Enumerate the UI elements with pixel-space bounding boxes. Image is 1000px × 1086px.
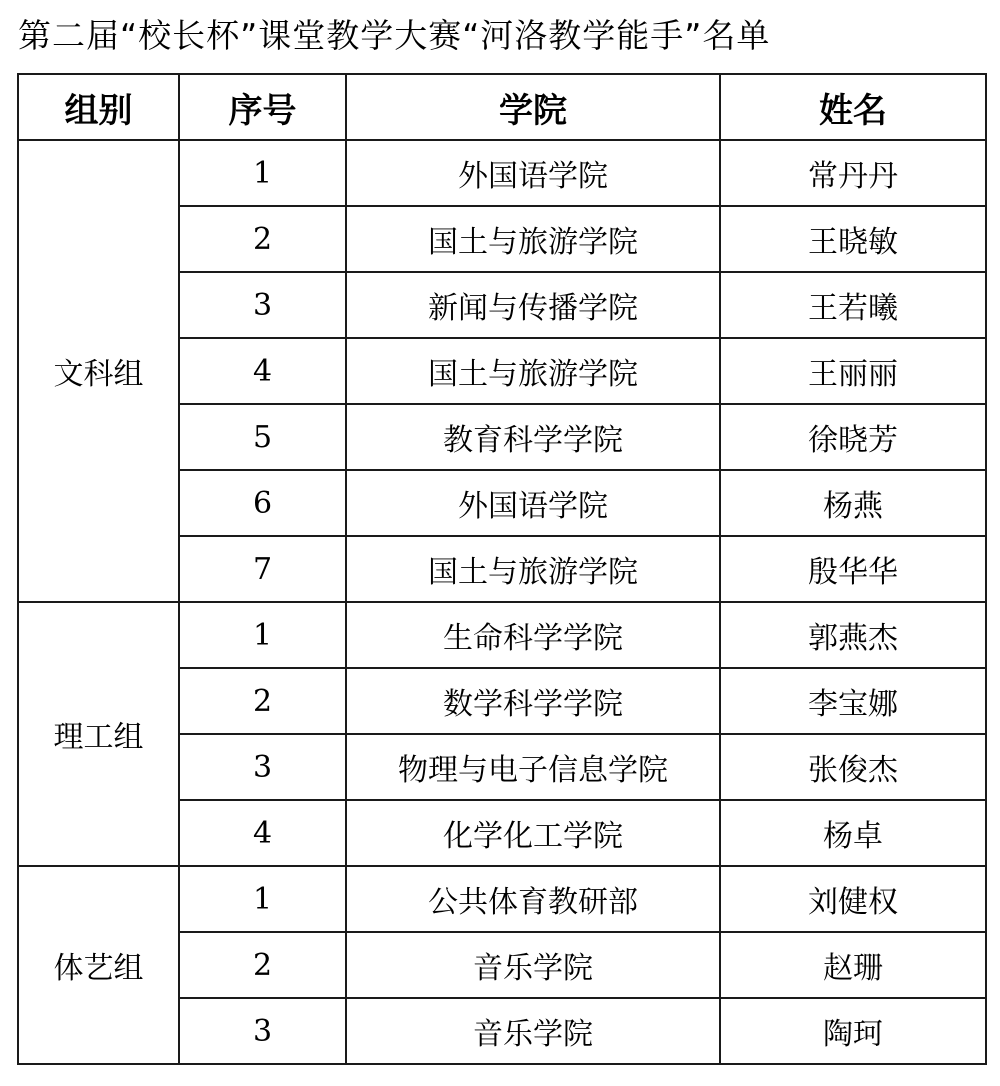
table-row	[18, 866, 986, 932]
seq-cell: 3	[179, 734, 346, 800]
college-cell: 教育科学学院	[346, 404, 720, 470]
seq-cell: 6	[179, 470, 346, 536]
header-seq: 序号	[179, 74, 346, 140]
college-cell: 外国语学院	[346, 470, 720, 536]
table-row	[18, 602, 986, 668]
seq-cell: 3	[179, 998, 346, 1064]
name-cell: 徐晓芳	[720, 404, 986, 470]
college-cell: 国土与旅游学院	[346, 338, 720, 404]
name-cell: 刘健权	[720, 866, 986, 932]
name-cell: 殷华华	[720, 536, 986, 602]
table-body	[18, 140, 986, 1064]
seq-cell: 2	[179, 668, 346, 734]
group-cell: 文科组	[18, 140, 179, 602]
name-cell: 陶珂	[720, 998, 986, 1064]
name-cell: 王丽丽	[720, 338, 986, 404]
college-cell: 音乐学院	[346, 932, 720, 998]
college-cell: 物理与电子信息学院	[346, 734, 720, 800]
group-cell: 体艺组	[18, 866, 179, 1064]
name-cell: 王若曦	[720, 272, 986, 338]
college-cell: 音乐学院	[346, 998, 720, 1064]
document-title: 第二届“校长杯”课堂教学大赛“河洛教学能手”名单	[18, 16, 771, 55]
name-cell: 杨卓	[720, 800, 986, 866]
name-cell: 李宝娜	[720, 668, 986, 734]
name-cell: 常丹丹	[720, 140, 986, 206]
seq-cell: 1	[179, 140, 346, 206]
seq-cell: 2	[179, 206, 346, 272]
seq-cell: 3	[179, 272, 346, 338]
name-cell: 杨燕	[720, 470, 986, 536]
name-cell: 张俊杰	[720, 734, 986, 800]
header-name: 姓名	[720, 74, 986, 140]
table-row	[18, 140, 986, 206]
college-cell: 公共体育教研部	[346, 866, 720, 932]
name-cell: 郭燕杰	[720, 602, 986, 668]
college-cell: 国土与旅游学院	[346, 206, 720, 272]
college-cell: 化学化工学院	[346, 800, 720, 866]
group-cell: 理工组	[18, 602, 179, 866]
seq-cell: 7	[179, 536, 346, 602]
header-college: 学院	[346, 74, 720, 140]
table-header-row	[18, 74, 986, 140]
college-cell: 外国语学院	[346, 140, 720, 206]
seq-cell: 2	[179, 932, 346, 998]
seq-cell: 1	[179, 602, 346, 668]
college-cell: 生命科学学院	[346, 602, 720, 668]
college-cell: 数学科学学院	[346, 668, 720, 734]
name-cell: 王晓敏	[720, 206, 986, 272]
name-cell: 赵珊	[720, 932, 986, 998]
winners-table	[17, 73, 987, 1065]
college-cell: 新闻与传播学院	[346, 272, 720, 338]
seq-cell: 1	[179, 866, 346, 932]
header-group: 组别	[18, 74, 179, 140]
seq-cell: 5	[179, 404, 346, 470]
seq-cell: 4	[179, 338, 346, 404]
seq-cell: 4	[179, 800, 346, 866]
college-cell: 国土与旅游学院	[346, 536, 720, 602]
